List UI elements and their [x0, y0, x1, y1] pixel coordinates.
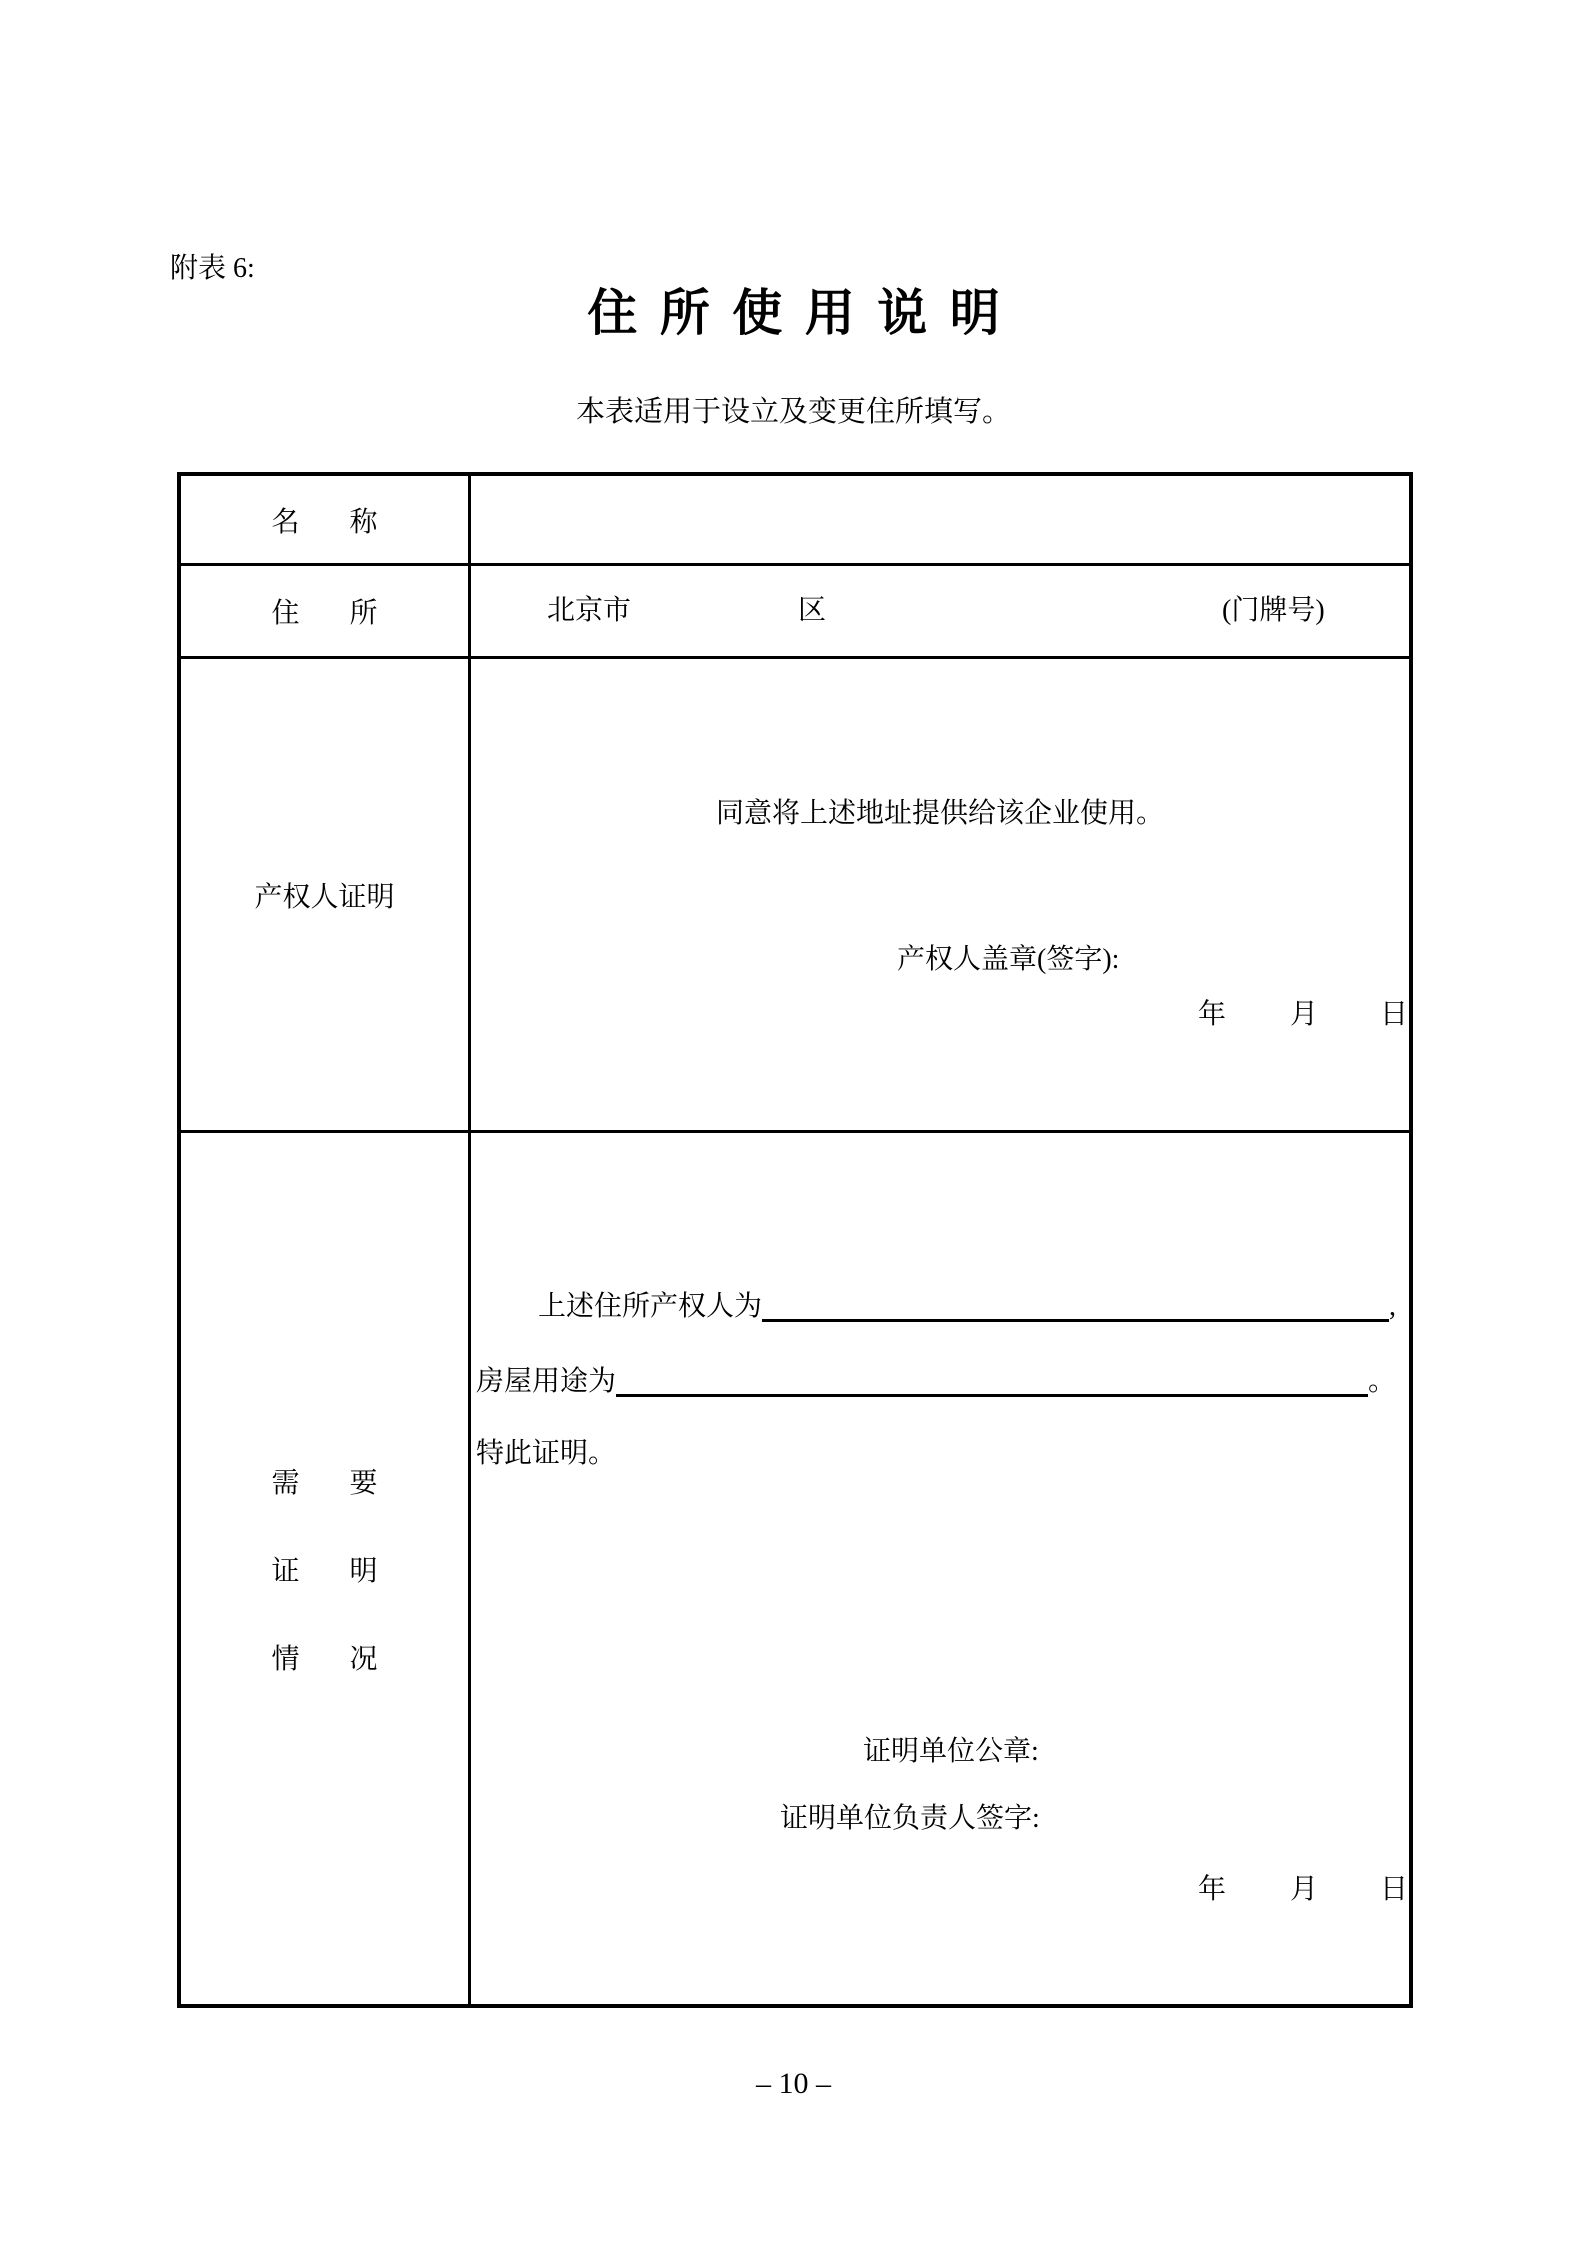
address-label	[181, 566, 468, 656]
unit-sign-label: 证明单位负责人签字:	[780, 1803, 1040, 1834]
cert-label-char: 要	[349, 1467, 378, 1499]
owner-name-line	[538, 1289, 1396, 1325]
cert-label-char: 况	[349, 1643, 378, 1675]
address-district-suffix: 区	[798, 595, 827, 626]
address-label-char2: 所	[349, 598, 378, 629]
cert-label-char: 需	[271, 1467, 300, 1499]
cert-needed-label	[181, 1133, 468, 2004]
owner-name-blank	[762, 1319, 1389, 1322]
owner-proof-label: 产权人证明	[254, 881, 395, 913]
house-usage-prefix: 房屋用途为	[476, 1366, 617, 1397]
residence-use-form-table	[177, 472, 1413, 2008]
closing-statement: 特此证明。	[476, 1438, 617, 1469]
year-label: 年	[1198, 999, 1227, 1030]
attachment-label: 附表 6:	[170, 253, 255, 284]
cert-label-char: 明	[349, 1555, 378, 1587]
owner-proof-content-cell	[471, 659, 1409, 1133]
day-label: 日	[1380, 999, 1409, 1030]
page-subtitle: 本表适用于设立及变更住所填写。	[575, 396, 1011, 428]
unit-seal-label: 证明单位公章:	[863, 1736, 1039, 1767]
name-label	[181, 476, 468, 563]
name-label-char2: 称	[349, 506, 378, 538]
owner-proof-date-line	[471, 998, 1409, 1032]
address-label-cell	[181, 566, 471, 659]
address-city: 北京市	[547, 595, 632, 626]
address-value-cell	[471, 566, 1409, 659]
name-label-cell	[181, 476, 471, 566]
day-label: 日	[1380, 1874, 1409, 1905]
address-house-number-hint: (门牌号)	[1222, 595, 1325, 626]
owner-consent-text: 同意将上述地址提供给该企业使用。	[715, 798, 1164, 829]
house-usage-blank	[616, 1394, 1368, 1397]
year-label: 年	[1198, 1874, 1227, 1905]
month-label: 月	[1290, 1874, 1319, 1905]
owner-name-prefix: 上述住所产权人为	[538, 1291, 763, 1322]
cert-needed-label-cell	[181, 1133, 471, 2004]
name-label-char1: 名	[271, 506, 300, 538]
owner-proof-label-cell	[181, 659, 471, 1133]
name-value-cell	[471, 476, 1409, 566]
cert-label-char: 情	[271, 1643, 300, 1675]
page-number: – 10 –	[756, 2067, 831, 2100]
owner-seal-sign-label: 产权人盖章(签字):	[897, 944, 1120, 975]
address-label-char1: 住	[271, 598, 300, 629]
page-title: 住 所 使 用 说 明	[587, 285, 1000, 341]
cert-date-line	[471, 1873, 1409, 1907]
house-usage-line	[476, 1364, 1396, 1400]
owner-name-punct: ,	[1389, 1291, 1396, 1322]
cert-needed-content-cell	[471, 1133, 1409, 2004]
cert-label-char: 证	[271, 1555, 300, 1587]
month-label: 月	[1290, 999, 1319, 1030]
house-usage-punct: 。	[1367, 1366, 1396, 1397]
